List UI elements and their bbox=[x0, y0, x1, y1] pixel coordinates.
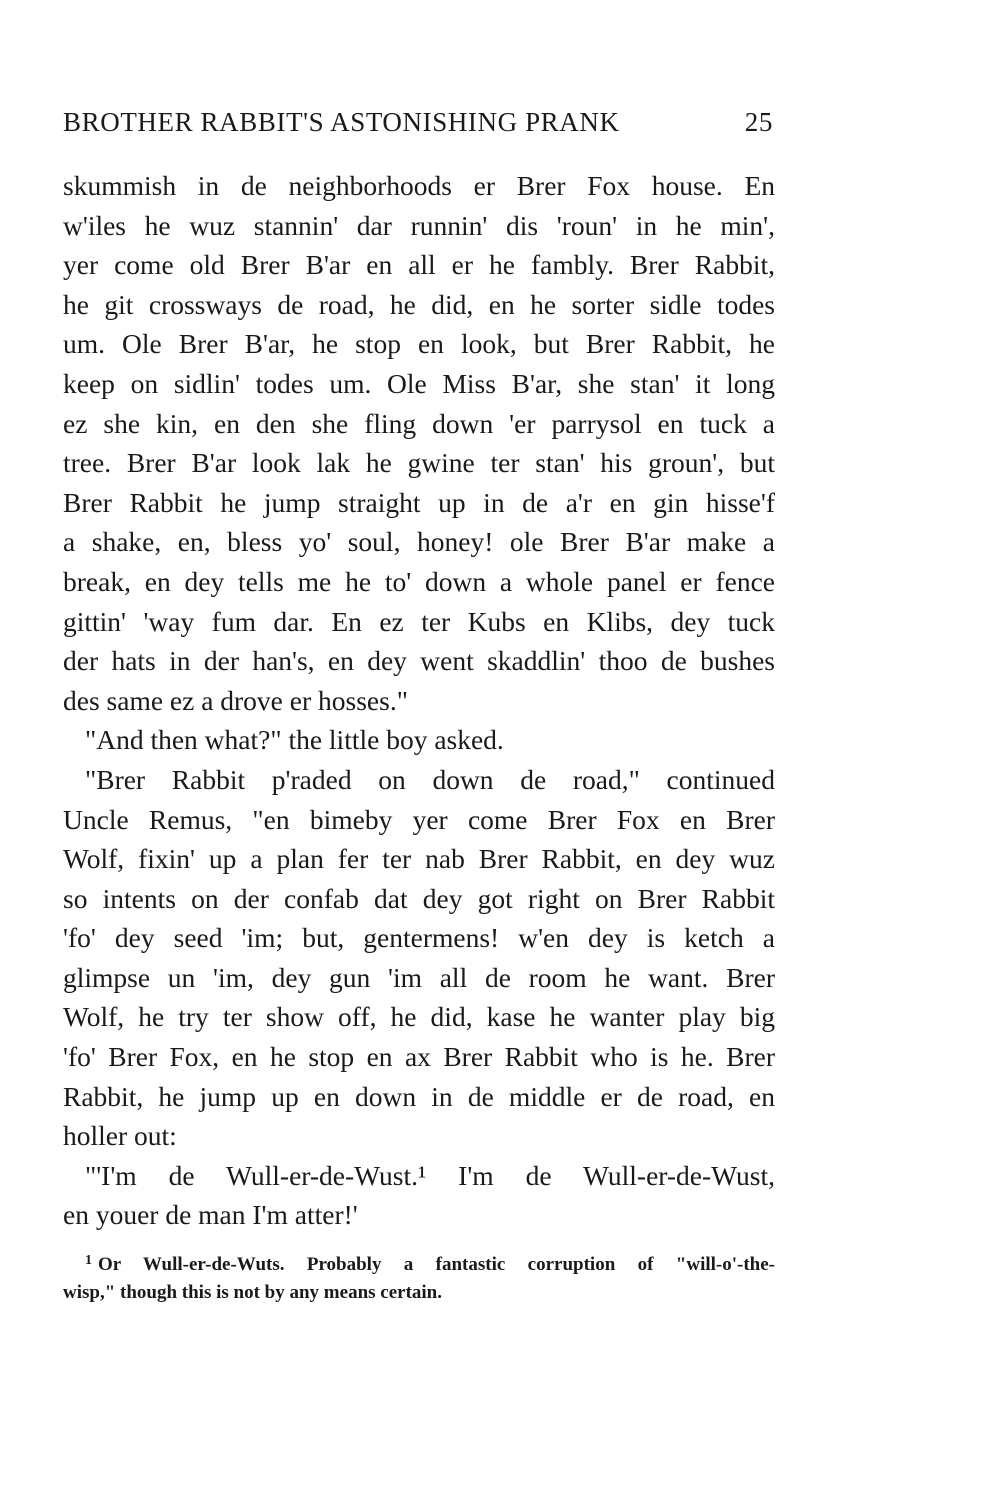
text-line: break, en dey tells me he to' down a whole panel er fence bbox=[63, 565, 775, 597]
text-line: gittin' 'way fum dar. En ez ter Kubs en Klibs, dey tuck bbox=[63, 605, 775, 637]
text-line: ez she kin, en den she fling down 'er parrysol en tuck a bbox=[63, 407, 775, 439]
text-line: Wolf, he try ter show off, he did, kase he wanter play big bbox=[63, 1001, 775, 1033]
footnote bbox=[63, 1247, 775, 1307]
text-line: "'I'm de Wull-er-de-Wust.¹ I'm de Wull-er-de-Wust, bbox=[85, 1159, 775, 1191]
text-line: tree. Brer B'ar look lak he gwine ter stan' his groun', but bbox=[63, 447, 775, 479]
text-line: yer come old Brer B'ar en all er he fambly. Brer Rabbit, bbox=[63, 249, 775, 281]
text-line: Brer Rabbit he jump straight up in de a'r en gin hisse'f bbox=[63, 486, 775, 518]
text-line: Uncle Remus, "en bimeby yer come Brer Fox en Brer bbox=[63, 803, 775, 835]
text-line: en youer de man I'm atter!' bbox=[63, 1199, 358, 1231]
book-page bbox=[63, 100, 775, 1307]
text-line: glimpse un 'im, dey gun 'im all de room he want. Brer bbox=[63, 961, 775, 993]
text-line: 'fo' dey seed 'im; but, gentermens! w'en dey is ketch a bbox=[63, 922, 775, 954]
text-line: des same ez a drove er hosses." bbox=[63, 684, 408, 716]
text-line: der hats in der han's, en dey went skaddlin' thoo de bushes bbox=[63, 645, 775, 677]
text-line: a shake, en, bless yo' soul, honey! ole Brer B'ar make a bbox=[63, 526, 775, 558]
text-line: holler out: bbox=[63, 1120, 177, 1152]
running-head bbox=[63, 100, 775, 144]
text-line: 'fo' Brer Fox, en he stop en ax Brer Rabbit who is he. Brer bbox=[63, 1041, 775, 1073]
text-line: skummish in de neighborhoods er Brer Fox house. En bbox=[63, 170, 775, 201]
body-text bbox=[63, 166, 775, 1235]
footnote-line bbox=[63, 1247, 775, 1279]
text-line: keep on sidlin' todes um. Ole Miss B'ar, she stan' it long bbox=[63, 367, 775, 399]
text-line: Wolf, fixin' up a plan fer ter nab Brer Rabbit, en dey wuz bbox=[63, 843, 775, 875]
text-line: "Brer Rabbit p'raded on down de road," continued bbox=[85, 763, 775, 795]
text-line: "And then what?" the little boy asked. bbox=[85, 724, 504, 756]
footnote-line: wisp," though this is not by any means certain. bbox=[63, 1282, 442, 1304]
text-line: Rabbit, he jump up en down in de middle er de road, en bbox=[63, 1080, 775, 1112]
footnote-text: Or Wull-er-de-Wuts. Probably a fantastic corruption of "will-o'-the- bbox=[98, 1254, 775, 1276]
page-number: 25 bbox=[744, 107, 773, 137]
chapter-title: BROTHER RABBIT'S ASTONISHING PRANK bbox=[63, 107, 620, 137]
text-line: um. Ole Brer B'ar, he stop en look, but Brer Rabbit, he bbox=[63, 328, 775, 360]
footnote-marker: 1 bbox=[85, 1253, 92, 1269]
text-line: he git crossways de road, he did, en he sorter sidle todes bbox=[63, 288, 775, 320]
text-line: w'iles he wuz stannin' dar runnin' dis 'roun' in he min', bbox=[63, 209, 775, 241]
text-line: so intents on der confab dat dey got right on Brer Rabbit bbox=[63, 882, 775, 914]
